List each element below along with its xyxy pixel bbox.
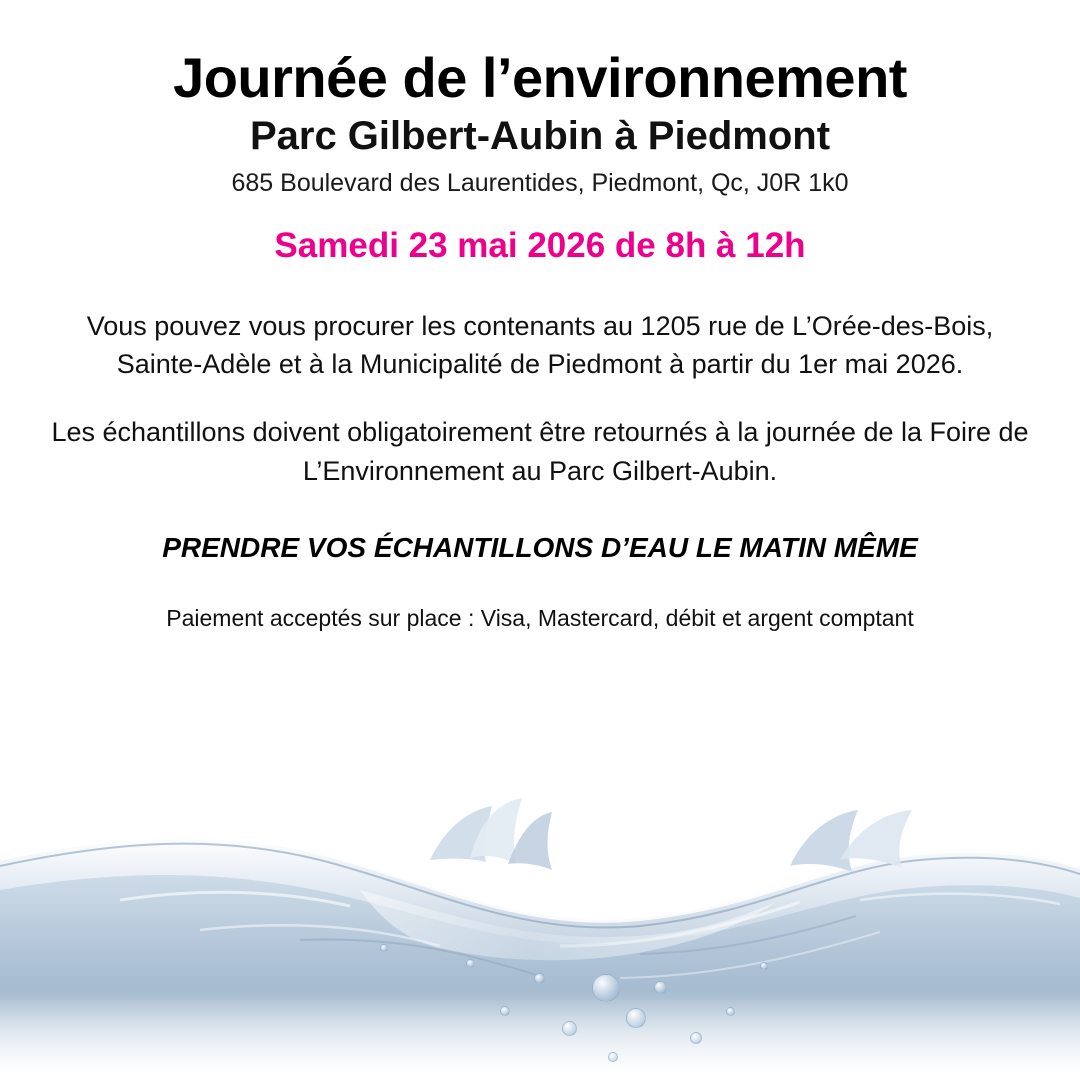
water-bubble	[726, 1007, 735, 1016]
payment-methods-note: Paiement acceptés sur place : Visa, Mastercard, débit et argent comptant	[166, 605, 914, 632]
water-bubble	[466, 959, 475, 968]
water-bubble	[534, 973, 545, 984]
event-location-title: Parc Gilbert-Aubin à Piedmont	[249, 114, 831, 159]
paragraph-containers-pickup: Vous pouvez vous procurer les contenants au 1205 rue de L’Orée-des-Bois, Sainte-Adèle et à la Municipalité de Piedmont à partir du 1er mai 2026.	[86, 310, 994, 380]
water-splash-image	[0, 740, 1080, 1080]
water-bubble	[592, 974, 620, 1002]
water-bubble	[562, 1021, 577, 1036]
page-title: Journée de l’environnement	[173, 46, 907, 109]
water-bubble	[608, 1052, 618, 1062]
water-bubble	[500, 1006, 510, 1016]
event-address: 685 Boulevard des Laurentides, Piedmont, Qc, J0R 1k0	[231, 169, 849, 198]
paragraph-samples-return: Les échantillons doivent obligatoirement être retournés à la journée de la Foire de L’Environnement au Parc Gilbert-Aubin.	[51, 417, 1029, 486]
water-bubble	[760, 962, 768, 970]
water-bubble	[626, 1008, 646, 1028]
event-datetime: Samedi 23 mai 2026 de 8h à 12h	[274, 226, 806, 266]
emphasis-note: PRENDRE VOS ÉCHANTILLONS D’EAU LE MATIN MÊME	[162, 532, 918, 564]
water-bubble	[654, 981, 667, 994]
water-bubble	[690, 1032, 702, 1044]
water-bubble	[380, 944, 388, 952]
